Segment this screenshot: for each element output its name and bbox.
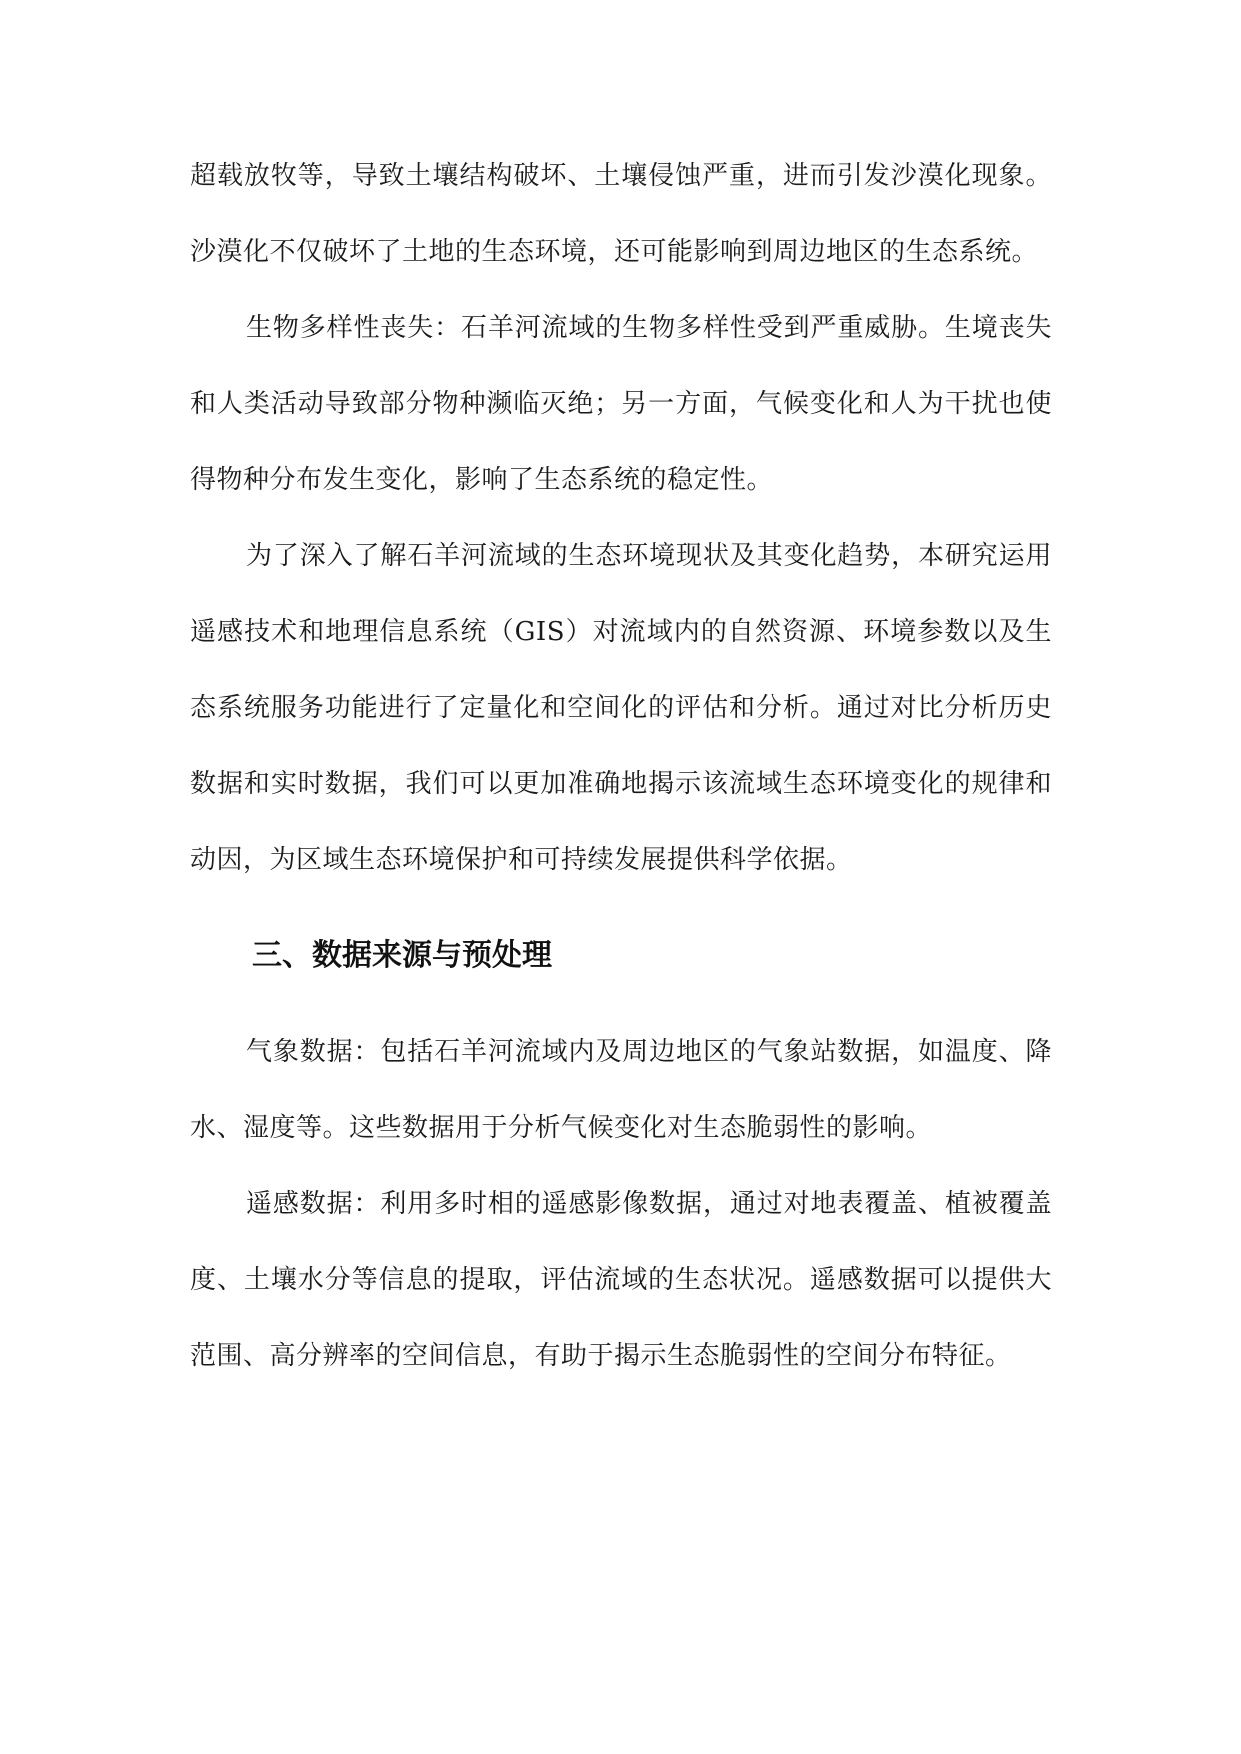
section-heading: 三、数据来源与预处理 <box>252 938 552 973</box>
paragraph-remote-sensing-data: 遥感数据：利用多时相的遥感影像数据，通过对地表覆盖、植被覆盖度、土壤水分等信息的提取，评估流域的生态状况。遥感数据可以提供大范围、高分辨率的空间信息，有助于揭示生态脆弱性的空间分布特征。 <box>190 1189 1052 1371</box>
paragraph-desertification: 超载放牧等，导致土壤结构破坏、土壤侵蚀严重，进而引发沙漠化现象。沙漠化不仅破坏了土地的生态环境，还可能影响到周边地区的生态系统。 <box>190 161 1052 267</box>
document-body <box>190 138 1052 1394</box>
paragraph-research-purpose: 为了深入了解石羊河流域的生态环境现状及其变化趋势，本研究运用遥感技术和地理信息系统（GIS）对流域内的自然资源、环境参数以及生态系统服务功能进行了定量化和空间化的评估和分析。通过对比分析历史数据和实时数据，我们可以更加准确地揭示该流域生态环境变化的规律和动因，为区域生态环境保护和可持续发展提供科学依据。 <box>190 541 1052 875</box>
paragraph-meteorological-data: 气象数据：包括石羊河流域内及周边地区的气象站数据，如温度、降水、湿度等。这些数据用于分析气候变化对生态脆弱性的影响。 <box>190 1037 1052 1143</box>
paragraph-biodiversity-loss: 生物多样性丧失：石羊河流域的生物多样性受到严重威胁。生境丧失和人类活动导致部分物种濒临灭绝；另一方面，气候变化和人为干扰也使得物种分布发生变化，影响了生态系统的稳定性。 <box>190 313 1052 495</box>
